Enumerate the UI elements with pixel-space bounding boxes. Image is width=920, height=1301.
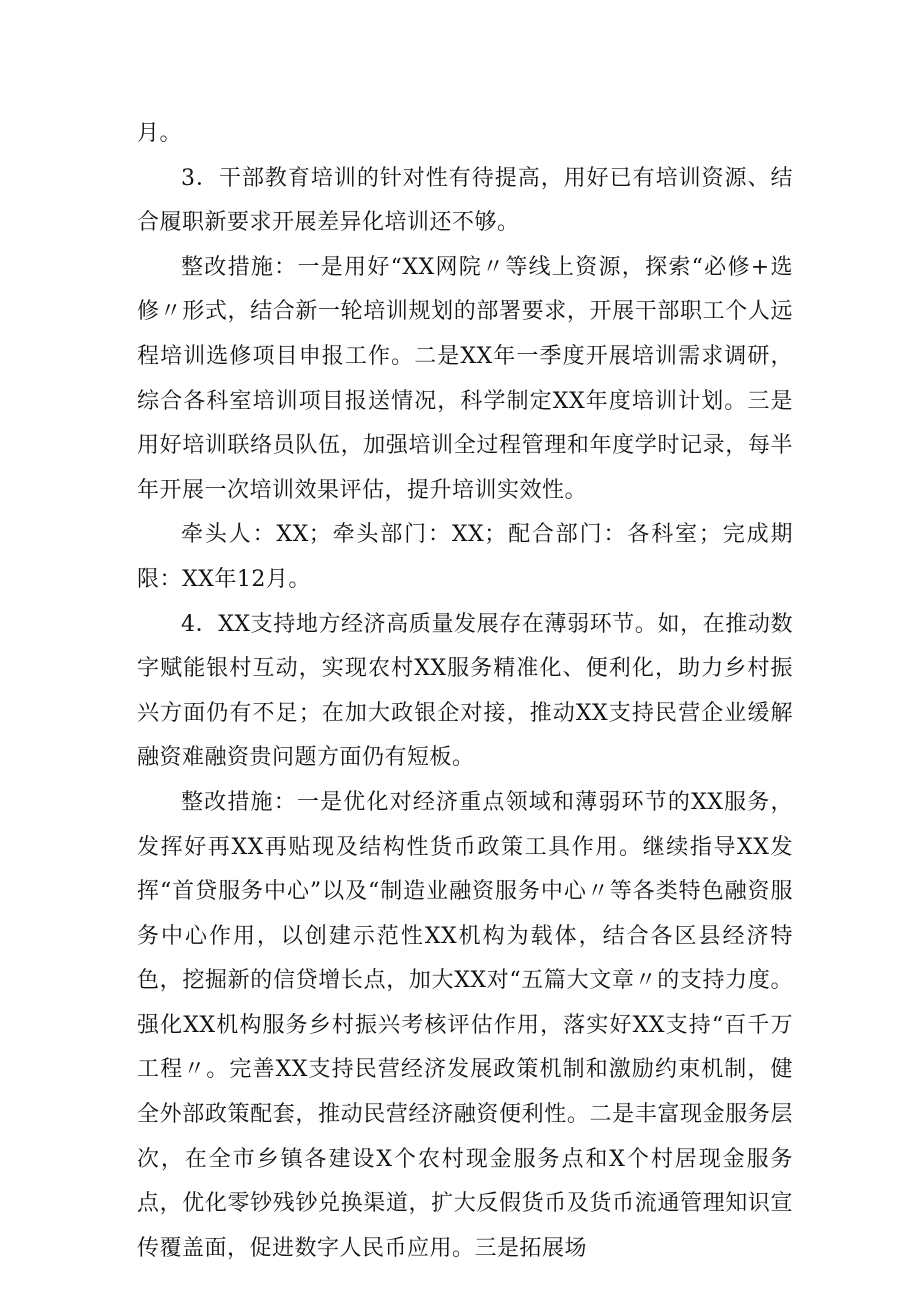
paragraph-measures-4: 整改措施：一是优化对经济重点领域和薄弱环节的XX服务，发挥好再XX再贴现及结构性货币政策工具作用。继续指导XX发挥“首贷服务中心”以及“制造业融资服务中心〃等各类特色融资服务中心作用，以创建示范性XX机构为载体，结合各区县经济特色，挖掘新的信贷增长点，加大XX对“五篇大文章〃的支持力度。强化XX机构服务乡村振兴考核评估作用，落实好XX支持“百千万工程〃。完善XX支持民营经济发展政策机制和激励约束机制，健全外部政策配套，推动民营经济融资便利性。二是丰富现金服务层次，在全市乡镇各建设X个农村现金服务点和X个村居现金服务点，优化零钞残钞兑换渠道，扩大反假货币及货币流通管理知识宣传覆盖面，促进数字人民币应用。三是拓展场 — [137, 789, 793, 1261]
paragraph-responsible-3: 牵头人：XX；牵头部门：XX；配合部门：各科室；完成期限：XX年12月。 — [137, 522, 793, 592]
paragraph-continuation: 月。 — [137, 121, 183, 146]
paragraph-measures-3: 整改措施：一是用好“XX网院〃等线上资源，探索“必修+选修〃形式，结合新一轮培训规划的部署要求，开展干部职工个人远程培训选修项目申报工作。二是XX年一季度开展培训需求调研，综合各科室培训项目报送情况，科学制定XX年度培训计划。三是用好培训联络员队伍，加强培训全过程管理和年度学时记录，每半年开展一次培训效果评估，提升培训实效性。 — [137, 254, 793, 503]
paragraph-issue-4: 4．XX支持地方经济高质量发展存在薄弱环节。如，在推动数字赋能银村互动，实现农村XX服务精准化、便利化，助力乡村振兴方面仍有不足；在加大政银企对接，推动XX支持民营企业缓解融资难融资贵问题方面仍有短板。 — [137, 611, 793, 771]
document-body — [137, 112, 793, 1271]
paragraph-issue-3: 3．干部教育培训的针对性有待提高，用好已有培训资源、结合履职新要求开展差异化培训还不够。 — [137, 165, 793, 236]
